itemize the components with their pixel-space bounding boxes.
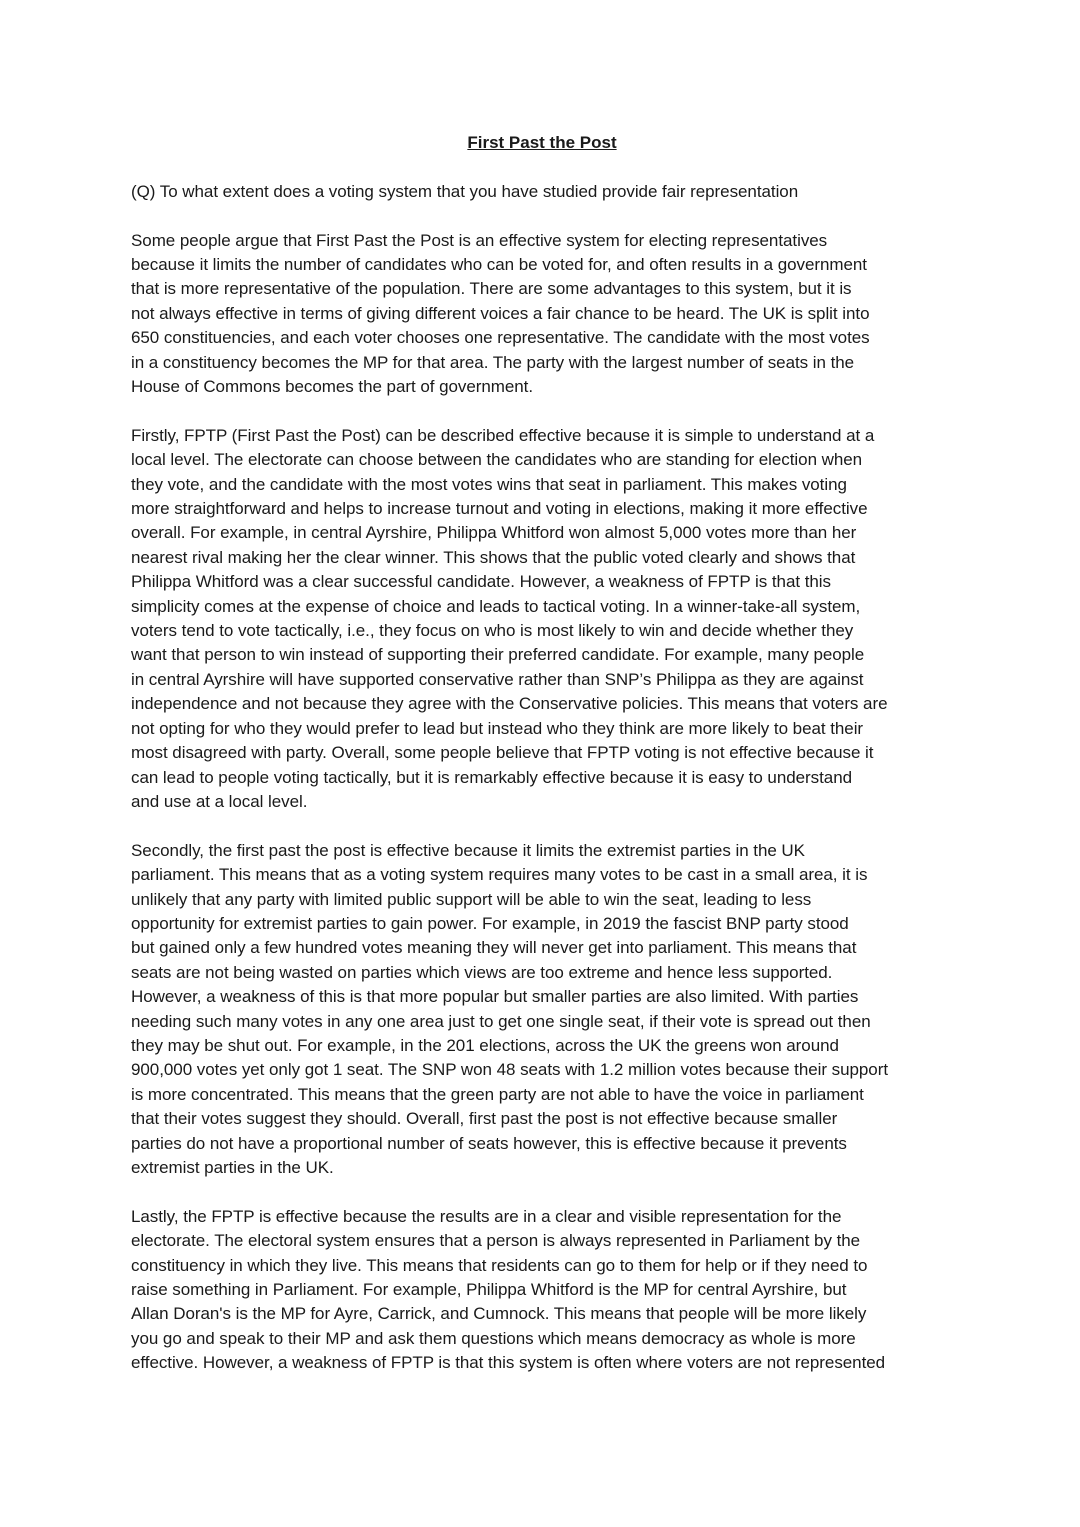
paragraph-secondly: Secondly, the first past the post is effective because it limits the extremist parties in the UK parliament. This means that as a voting system requires many votes to be cast in a small area, it is unlikely that any party with limited public support will be able to win the seat, leading to less opportunity for extremist parties to gain power. For example, in 2019 the fascist BNP party stood but gained only a few hundred votes meaning they will never get into parliament. This means that seats are not being wasted on parties which views are too extreme and hence less supported. However, a weakness of this is that more popular but smaller parties are also limited. With parties needing such many votes in any one area just to get one single seat, if their vote is spread out then they may be shut out. For example, in the 201 elections, across the UK the greens won around 900,000 votes yet only got 1 seat. The SNP won 48 seats with 1.2 million votes because their support is more concentrated. This means that the green party are not able to have the voice in parliament that their votes suggest they should. Overall, first past the post is not effective because smaller parties do not have a proportional number of seats however, this is effective because it prevents extremist parties in the UK. (131, 840, 888, 1177)
paragraph-introduction: Some people argue that First Past the Post is an effective system for electing representatives because it limits the number of candidates who can be voted for, and often results in a government that is more representative of the population. There are some advantages to this system, but it is not always effective in terms of giving different voices a fair chance to be heard. The UK is split into 650 constituencies, and each voter chooses one representative. The candidate with the most votes in a constituency becomes the MP for that area. The party with the largest number of seats in the House of Commons becomes the part of government. (131, 230, 870, 397)
paragraph-lastly: Lastly, the FPTP is effective because the results are in a clear and visible representation for the electorate. The electoral system ensures that a person is always represented in Parliament by the constituency in which they live. This means that residents can go to them for help or if they need to raise something in Parliament. For example, Philippa Whitford is the MP for central Ayrshire, but Allan Doran's is the MP for Ayre, Carrick, and Cumnock. This means that people will be more likely you go and speak to their MP and ask them questions which means democracy as whole is more effective. However, a weakness of FPTP is that this system is often where voters are not represented (131, 1206, 886, 1373)
essay-question: (Q) To what extent does a voting system that you have studied provide fair representation (131, 181, 799, 201)
paragraph-firstly: Firstly, FPTP (First Past the Post) can be described effective because it is simple to understand at a local level. The electorate can choose between the candidates who are standing for election when they vote, and the candidate with the most votes wins that seat in parliament. This makes voting more straightforward and helps to increase turnout and voting in elections, making it more effective overall. For example, in central Ayrshire, Philippa Whitford won almost 5,000 votes more than her nearest rival making her the clear winner. This shows that the public voted clearly and shows that Philippa Whitford was a clear successful candidate. However, a weakness of FPTP is that this simplicity comes at the expense of choice and leads to tactical voting. In a winner-take-all system, voters tend to vote tactically, i.e., they focus on who is most likely to win and decide whether they want that person to win instead of supporting their preferred candidate. For example, many people in central Ayrshire will have supported conservative rather than SNP’s Philippa as they are against independence and not because they agree with the Conservative policies. This means that voters are not opting for who they would prefer to lead but instead who they think are more likely to beat their most disagreed with party. Overall, some people believe that FPTP voting is not effective because it can lead to people voting tactically, but it is remarkably effective because it is easy to understand and use at a local level. (131, 425, 888, 811)
document-page (131, 131, 953, 1400)
document-title: First Past the Post (467, 133, 617, 152)
